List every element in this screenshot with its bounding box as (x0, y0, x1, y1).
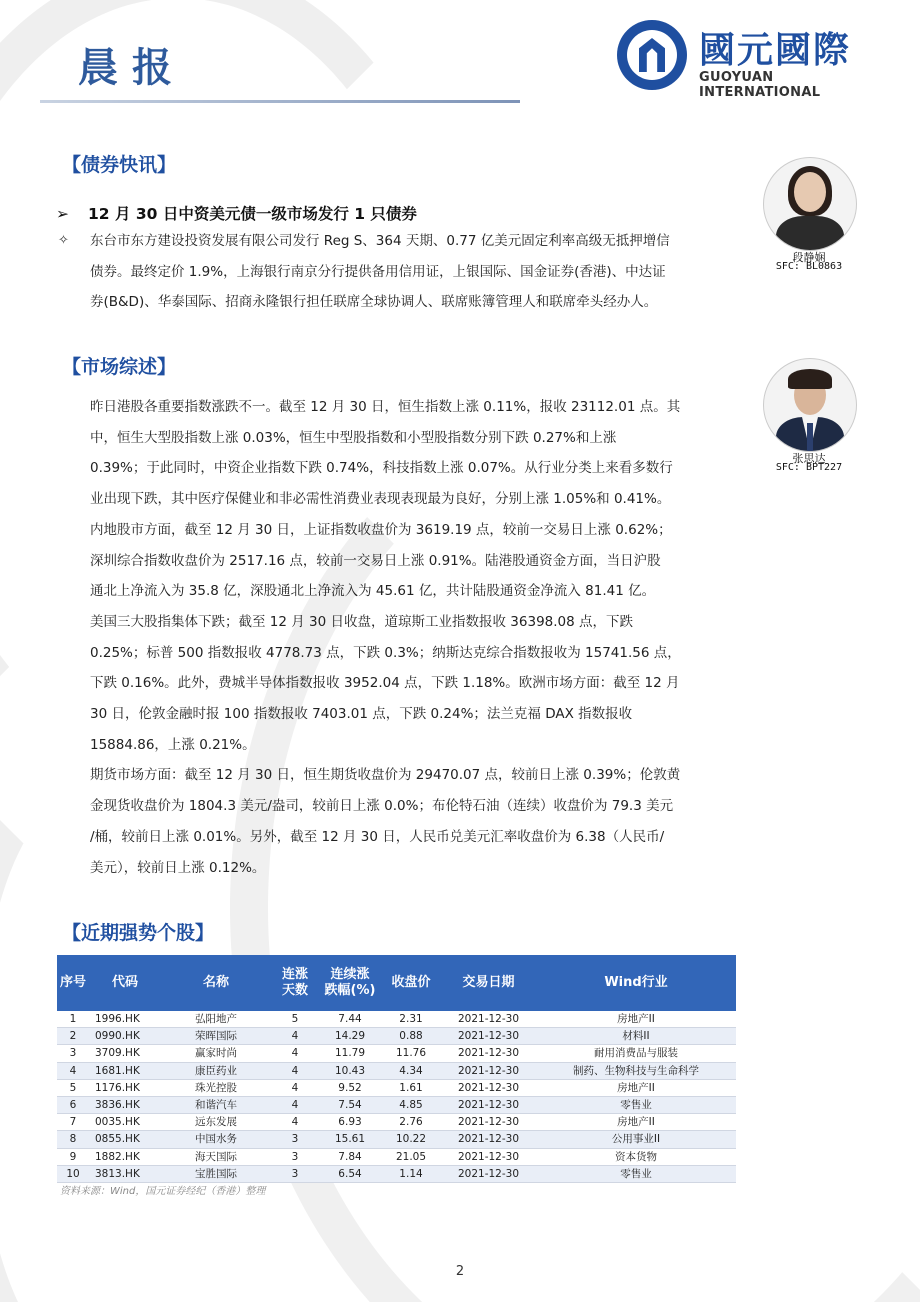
table-cell: 5 (271, 1011, 319, 1028)
table-cell: 1681.HK (89, 1062, 161, 1079)
table-cell: 21.05 (381, 1148, 441, 1165)
logo-mark-icon (617, 20, 687, 90)
column-header-text: 天数 (281, 983, 308, 998)
table-cell: 4 (271, 1062, 319, 1079)
table-cell: 2 (57, 1028, 89, 1045)
table-cell: 4 (57, 1062, 89, 1079)
table-cell: 3 (271, 1148, 319, 1165)
table-cell: 4 (271, 1028, 319, 1045)
company-logo (617, 20, 887, 100)
table-row (57, 1096, 736, 1113)
column-header-text: 收盘价 (391, 975, 431, 990)
table-cell: 康臣药业 (161, 1062, 271, 1079)
table-cell: 7.84 (319, 1148, 381, 1165)
table-cell: 1.61 (381, 1079, 441, 1096)
table-cell: 7.54 (319, 1096, 381, 1113)
table-cell: 赢家时尚 (161, 1045, 271, 1062)
page-number: 2 (455, 1264, 465, 1279)
table-cell: 2021-12-30 (441, 1045, 536, 1062)
title-underline (40, 100, 520, 103)
column-header-text: Wind行业 (604, 975, 668, 990)
bond-paragraph (90, 226, 670, 318)
column-header (381, 955, 441, 1011)
bond-headline (56, 202, 417, 224)
table-cell: 4 (271, 1114, 319, 1131)
table-cell: 海天国际 (161, 1148, 271, 1165)
analyst-sfc: SFC: BL0863 (775, 261, 843, 272)
column-header (57, 955, 89, 1011)
text-line: 0.25%；标普 500 指数报收 4778.73 点，下跌 0.3%；纳斯达克综合指数报收为 15741.56 点， (90, 644, 681, 661)
stocks-section-title: 【近期强势个股】 (62, 922, 215, 944)
text-line: 金现货收盘价为 1804.3 美元/盎司，较前日上涨 0.0%；布伦特石油（连续）收盘价为 79.3 美元 (90, 798, 674, 815)
table-cell: 6.93 (319, 1114, 381, 1131)
column-header-text: 名称 (202, 975, 229, 990)
bond-headline-text: 12 月 30 日中资美元债一级市场发行 1 只债券 (88, 205, 417, 223)
text-line: 美国三大股指集体下跌；截至 12 月 30 日收盘，道琼斯工业指数报收 36398.08 点，下跌 (90, 613, 634, 630)
column-header-text: 代码 (111, 975, 138, 990)
table-cell: 远东发展 (161, 1114, 271, 1131)
table-cell: 10.22 (381, 1131, 441, 1148)
table-cell: 2021-12-30 (441, 1028, 536, 1045)
table-cell: 3 (271, 1165, 319, 1182)
analyst-photo-avatar (763, 157, 857, 251)
column-header (536, 955, 736, 1011)
analyst-name: 段静娴 (792, 251, 826, 264)
table-row (57, 1079, 736, 1096)
diamond-bullet-icon: ✧ (58, 233, 69, 248)
table-row (57, 1028, 736, 1045)
text-line: 通北上净流入为 35.8 亿，深股通北上净流入为 45.61 亿，共计陆股通资金净流入 81.41 亿。 (90, 583, 656, 600)
text-line: 期货市场方面：截至 12 月 30 日，恒生期货收盘价为 29470.07 点，较前日上涨 0.39%；伦敦黄 (90, 767, 681, 784)
column-header (161, 955, 271, 1011)
strong-stocks-table (57, 955, 736, 1183)
table-cell: 0035.HK (89, 1114, 161, 1131)
table-cell: 10.43 (319, 1062, 381, 1079)
page-title: 晨报 (78, 45, 186, 91)
table-cell: 2021-12-30 (441, 1114, 536, 1131)
table-cell: 3 (57, 1045, 89, 1062)
logo-chinese-name: 國元國際 (699, 30, 852, 71)
text-line: 债券。最终定价 1.9%，上海银行南京分行提供备用信用证，上银国际、国金证券(香港)、中达证 (90, 263, 666, 280)
table-row (57, 1114, 736, 1131)
table-cell: 弘阳地产 (161, 1011, 271, 1028)
text-line: 业出现下跌，其中医疗保健业和非必需性消费业表现表现最为良好，分别上涨 1.05%和 0.41%。 (90, 491, 671, 508)
column-header (271, 955, 319, 1011)
analyst-sfc: SFC: BPT227 (775, 462, 843, 473)
table-cell: 11.79 (319, 1045, 381, 1062)
table-cell: 2021-12-30 (441, 1062, 536, 1079)
table-cell: 和谐汽车 (161, 1096, 271, 1113)
table-cell: 0990.HK (89, 1028, 161, 1045)
table-cell: 房地产II (536, 1011, 736, 1028)
table-cell: 3813.HK (89, 1165, 161, 1182)
text-line: 内地股市方面，截至 12 月 30 日，上证指数收盘价为 3619.19 点，较前一交易日上涨 0.62%； (90, 521, 672, 538)
table-row (57, 1165, 736, 1182)
column-header-text: 连涨 (281, 967, 308, 982)
table-cell: 荣晖国际 (161, 1028, 271, 1045)
table-cell: 材料II (536, 1028, 736, 1045)
table-cell: 珠光控股 (161, 1079, 271, 1096)
table-cell: 11.76 (381, 1045, 441, 1062)
table-cell: 4 (271, 1096, 319, 1113)
table-cell: 房地产II (536, 1079, 736, 1096)
table-cell: 15.61 (319, 1131, 381, 1148)
table-cell: 7.44 (319, 1011, 381, 1028)
logo-english-name: GUOYUAN INTERNATIONAL (699, 70, 821, 100)
table-cell: 4 (271, 1045, 319, 1062)
text-line: 中，恒生大型股指数上涨 0.03%，恒生中型股指数和小型股指数分别下跌 0.27%和上涨 (90, 429, 617, 446)
table-cell: 2021-12-30 (441, 1079, 536, 1096)
table-cell: 2021-12-30 (441, 1011, 536, 1028)
table-cell: 0.88 (381, 1028, 441, 1045)
table-cell: 零售业 (536, 1165, 736, 1182)
analyst-name: 张思达 (792, 452, 826, 465)
column-header (89, 955, 161, 1011)
table-cell: 2021-12-30 (441, 1131, 536, 1148)
table-cell: 3836.HK (89, 1096, 161, 1113)
data-source-note: 资料来源：Wind，国元证券经纪（香港）整理 (60, 1186, 266, 1197)
table-cell: 7 (57, 1114, 89, 1131)
table-cell: 2021-12-30 (441, 1096, 536, 1113)
table-cell: 3709.HK (89, 1045, 161, 1062)
market-section-title: 【市场综述】 (62, 356, 177, 378)
table-cell: 9 (57, 1148, 89, 1165)
table-cell: 4 (271, 1079, 319, 1096)
table-cell: 2021-12-30 (441, 1148, 536, 1165)
table-cell: 5 (57, 1079, 89, 1096)
market-paragraph (90, 392, 681, 883)
table-cell: 制药、生物科技与生命科学 (536, 1062, 736, 1079)
table-cell: 10 (57, 1165, 89, 1182)
table-cell: 9.52 (319, 1079, 381, 1096)
column-header-text: 序号 (59, 975, 86, 990)
bond-section-title: 【债券快讯】 (62, 154, 177, 176)
text-line: 下跌 0.16%。此外，费城半导体指数报收 3952.04 点，下跌 1.18%。欧洲市场方面：截至 12 月 (90, 675, 680, 692)
table-cell: 2.31 (381, 1011, 441, 1028)
table-cell: 中国水务 (161, 1131, 271, 1148)
table-cell: 8 (57, 1131, 89, 1148)
analyst-photo-avatar (763, 358, 857, 452)
table-row (57, 1045, 736, 1062)
text-line: 东台市东方建设投资发展有限公司发行 Reg S、364 天期、0.77 亿美元固定利率高级无抵押增信 (90, 233, 670, 249)
column-header (441, 955, 536, 1011)
table-cell: 资本货物 (536, 1148, 736, 1165)
table-cell: 宝胜国际 (161, 1165, 271, 1182)
table-cell: 1882.HK (89, 1148, 161, 1165)
table-cell: 2.76 (381, 1114, 441, 1131)
arrow-bullet-icon: ➢ (56, 205, 69, 223)
text-line: 昨日港股各重要指数涨跌不一。截至 12 月 30 日，恒生指数上涨 0.11%，报收 23112.01 点。其 (90, 399, 681, 415)
table-cell: 1.14 (381, 1165, 441, 1182)
table-cell: 14.29 (319, 1028, 381, 1045)
column-header-text: 连续涨 (330, 967, 370, 982)
table-cell: 房地产II (536, 1114, 736, 1131)
table-header-row (57, 955, 736, 1011)
table-cell: 零售业 (536, 1096, 736, 1113)
table-cell: 公用事业II (536, 1131, 736, 1148)
table-row (57, 1011, 736, 1028)
text-line: 美元），较前日上涨 0.12%。 (90, 859, 266, 876)
table-cell: 4.85 (381, 1096, 441, 1113)
table-cell: 3 (271, 1131, 319, 1148)
column-header-text: 跌幅(%) (324, 983, 376, 998)
table-cell: 4.34 (381, 1062, 441, 1079)
column-header (319, 955, 381, 1011)
column-header-text: 交易日期 (462, 975, 515, 990)
text-line: /桶，较前日上涨 0.01%。另外，截至 12 月 30 日，人民币兑美元汇率收盘价为 6.38（人民币/ (90, 828, 665, 845)
table-row (57, 1062, 736, 1079)
table-row (57, 1148, 736, 1165)
text-line: 30 日，伦敦金融时报 100 指数报收 7403.01 点，下跌 0.24%；法兰克福 DAX 指数报收 (90, 706, 633, 723)
table-cell: 6 (57, 1096, 89, 1113)
table-cell: 耐用消费品与服装 (536, 1045, 736, 1062)
text-line: 15884.86，上涨 0.21%。 (90, 736, 256, 753)
text-line: 深圳综合指数收盘价为 2517.16 点，较前一交易日上涨 0.91%。陆港股通资金方面，当日沪股 (90, 552, 661, 569)
table-cell: 2021-12-30 (441, 1165, 536, 1182)
table-cell: 0855.HK (89, 1131, 161, 1148)
table-row (57, 1131, 736, 1148)
table-cell: 1176.HK (89, 1079, 161, 1096)
table-cell: 6.54 (319, 1165, 381, 1182)
text-line: 0.39%；于此同时，中资企业指数下跌 0.74%，科技指数上涨 0.07%。从行业分类上来看多数行 (90, 460, 673, 477)
table-cell: 1 (57, 1011, 89, 1028)
table-cell: 1996.HK (89, 1011, 161, 1028)
text-line: 券(B&D)、华泰国际、招商永隆银行担任联席全球协调人、联席账簿管理人和联席牵头经办人。 (90, 294, 658, 311)
